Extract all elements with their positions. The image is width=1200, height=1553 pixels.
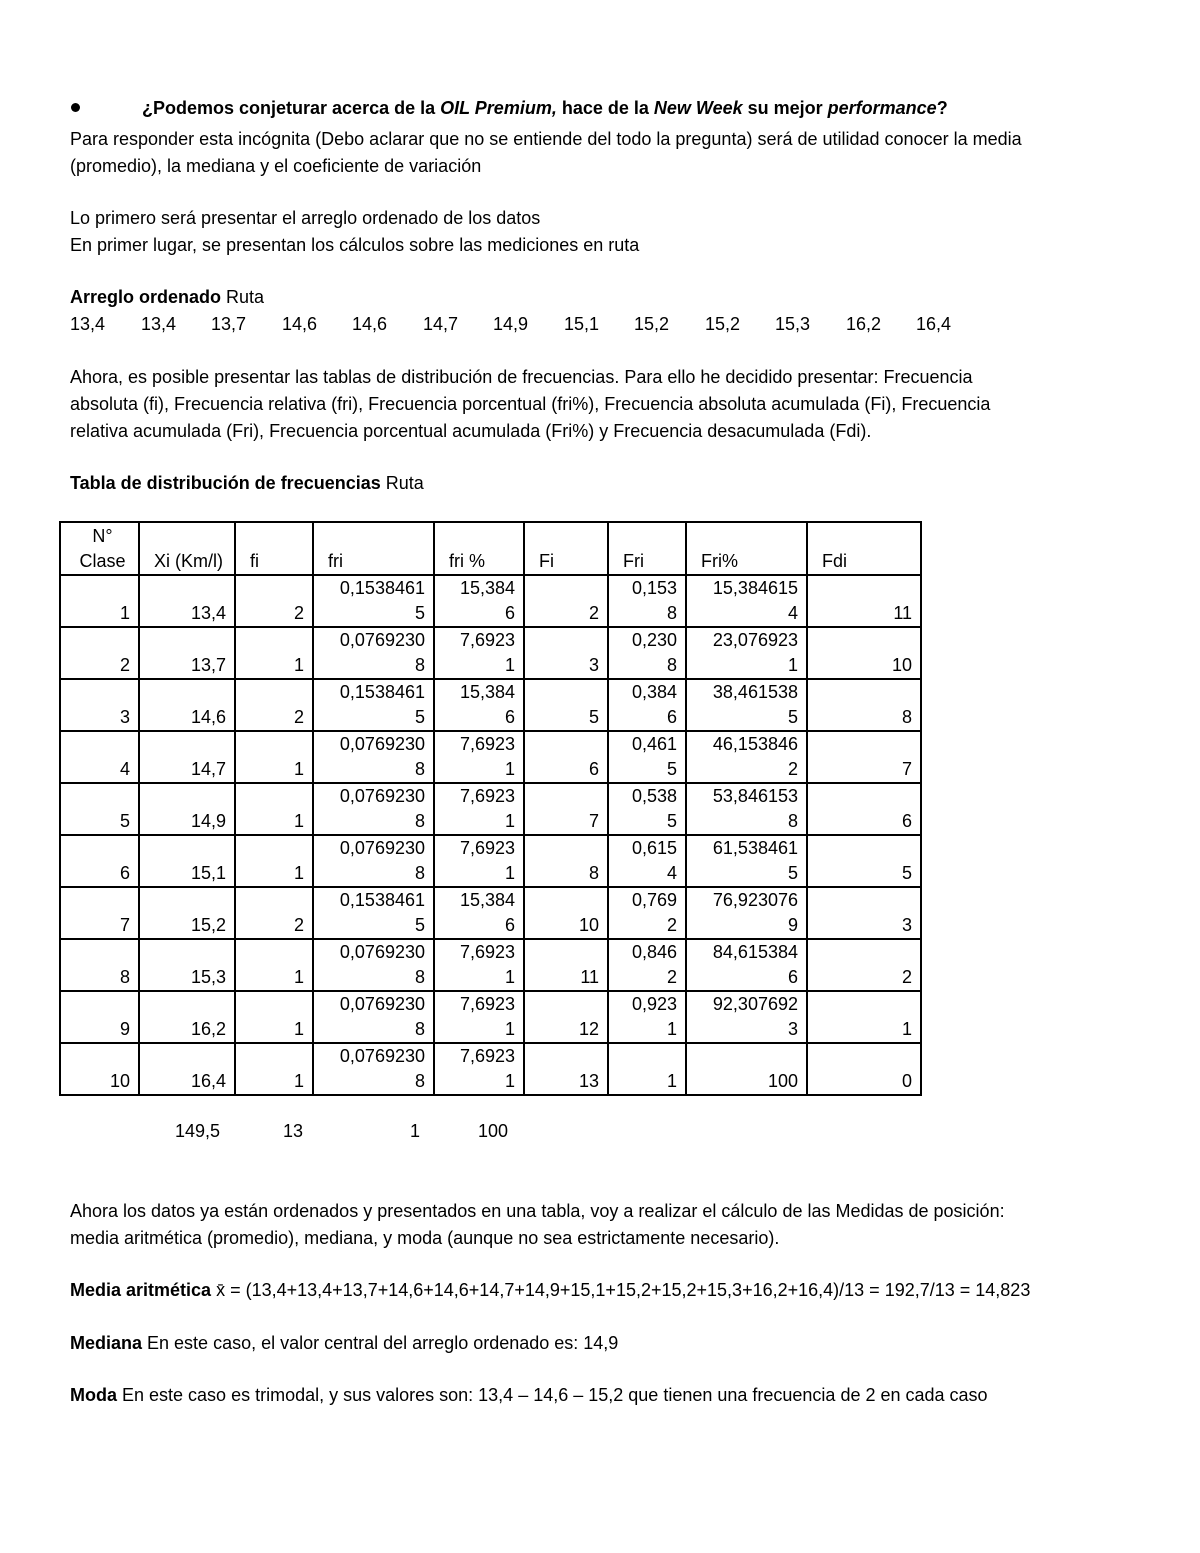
cell-Fri-line-1: 0,923 <box>631 994 677 1014</box>
cell-Fi: 2 <box>524 575 608 627</box>
table-header-row <box>60 522 921 575</box>
header-Fi: Fi <box>524 522 608 575</box>
cell-xi: 16,2 <box>139 991 235 1043</box>
cell-Fri-line-2: 5 <box>666 759 677 779</box>
cell-nclase: 9 <box>60 991 139 1043</box>
cell-fri-pct-line-1: 7,6923 <box>459 942 515 962</box>
cell-Fri-pct <box>686 627 807 679</box>
cell-Fri <box>608 627 686 679</box>
cell-fri-pct-line-1: 7,6923 <box>459 994 515 1014</box>
cell-fri <box>313 627 434 679</box>
cell-fri-line-2: 8 <box>414 1071 425 1091</box>
cell-fri <box>313 991 434 1043</box>
intro-line-2: (promedio), la mediana y el coeficiente de variación <box>70 156 482 176</box>
cell-fri-pct-line-2: 1 <box>504 967 515 987</box>
cell-Fdi: 8 <box>807 679 921 731</box>
cell-Fdi: 11 <box>807 575 921 627</box>
cell-fri-pct-line-2: 6 <box>504 603 515 623</box>
cell-fri-pct-line-1: 7,6923 <box>459 838 515 858</box>
cell-fri-line-1: 0,0769230 <box>339 1046 425 1066</box>
cell-Fri <box>608 887 686 939</box>
para2-line-1: Lo primero será presentar el arreglo ordenado de los datos <box>70 208 541 228</box>
cell-fri-line-2: 8 <box>414 967 425 987</box>
para3-line-3: relativa acumulada (Fri), Frecuencia porcentual acumulada (Fri%) y Frecuencia desacumulada (Fdi). <box>70 421 872 441</box>
cell-Fri <box>608 783 686 835</box>
cell-xi: 14,9 <box>139 783 235 835</box>
cell-fri-pct <box>434 627 524 679</box>
cell-Fri-line-2: 5 <box>666 811 677 831</box>
cell-fri-pct <box>434 887 524 939</box>
cell-nclase: 3 <box>60 679 139 731</box>
mediana-line: Mediana En este caso, el valor central del arreglo ordenado es: 14,9 <box>70 1333 619 1353</box>
cell-Fi: 11 <box>524 939 608 991</box>
question-heading: ¿Podemos conjeturar acerca de la OIL Premium, hace de la New Week su mejor performance? <box>142 98 948 118</box>
cell-Fdi: 6 <box>807 783 921 835</box>
table-row <box>60 575 921 627</box>
cell-fi: 1 <box>235 939 313 991</box>
cell-Fri-line-2: 8 <box>666 655 677 675</box>
cell-Fri <box>608 731 686 783</box>
table-row <box>60 1043 921 1095</box>
cell-fri-line-1: 0,0769230 <box>339 994 425 1014</box>
cell-Fri-line-1: 0,615 <box>631 838 677 858</box>
cell-Fri-pct <box>686 1043 807 1095</box>
cell-Fdi: 10 <box>807 627 921 679</box>
table-row <box>60 731 921 783</box>
cell-fri <box>313 731 434 783</box>
cell-Fri-line-2: 2 <box>666 967 677 987</box>
cell-fri-pct <box>434 731 524 783</box>
cell-Fdi: 3 <box>807 887 921 939</box>
cell-Fri-pct-line-2: 3 <box>787 1019 798 1039</box>
cell-fri <box>313 575 434 627</box>
cell-Fri-pct-line-1: 61,538461 <box>712 838 798 858</box>
arreglo-value: 15,3 <box>775 314 811 334</box>
cell-Fri-line-2: 1 <box>666 1071 677 1091</box>
arreglo-value: 14,7 <box>423 314 459 334</box>
cell-Fri-line-1 <box>623 1044 677 1069</box>
cell-Fi: 12 <box>524 991 608 1043</box>
cell-fi: 1 <box>235 835 313 887</box>
moda-line: Moda En este caso es trimodal, y sus valores son: 13,4 – 14,6 – 15,2 que tienen una frecuencia de 2 en cada caso <box>70 1385 988 1405</box>
cell-fri-pct-line-1: 15,384 <box>459 578 515 598</box>
cell-Fdi: 2 <box>807 939 921 991</box>
cell-Fri-pct <box>686 991 807 1043</box>
cell-fri-line-1: 0,0769230 <box>339 838 425 858</box>
arreglo-value: 14,9 <box>493 314 529 334</box>
header-nclase: N° Clase <box>60 522 139 575</box>
cell-fri-line-2: 8 <box>414 1019 425 1039</box>
cell-fri-pct-line-2: 1 <box>504 1019 515 1039</box>
cell-Fri-line-1: 0,461 <box>631 734 677 754</box>
cell-Fi: 7 <box>524 783 608 835</box>
cell-fri-pct-line-2: 1 <box>504 863 515 883</box>
cell-Fri <box>608 939 686 991</box>
cell-fri-line-1: 0,0769230 <box>339 786 425 806</box>
cell-fri-line-2: 8 <box>414 863 425 883</box>
cell-fri-pct-line-1: 7,6923 <box>459 630 515 650</box>
cell-Fri-line-1: 0,384 <box>631 682 677 702</box>
cell-fri <box>313 679 434 731</box>
cell-xi: 13,7 <box>139 627 235 679</box>
table-row <box>60 627 921 679</box>
cell-xi: 14,7 <box>139 731 235 783</box>
cell-Fri-pct-line-2: 5 <box>787 707 798 727</box>
cell-Fdi: 1 <box>807 991 921 1043</box>
total-xi: 149,5 <box>175 1121 221 1141</box>
cell-Fri-line-2: 8 <box>666 603 677 623</box>
cell-Fri-pct <box>686 887 807 939</box>
bullet-icon <box>71 103 80 112</box>
cell-xi: 15,2 <box>139 887 235 939</box>
cell-nclase: 7 <box>60 887 139 939</box>
cell-Fri-pct-line-2: 9 <box>787 915 798 935</box>
arreglo-value: 14,6 <box>352 314 388 334</box>
frequency-table <box>59 521 922 1096</box>
cell-fri-line-2: 5 <box>414 603 425 623</box>
para4-line-2: media aritmética (promedio), mediana, y moda (aunque no sea estrictamente necesario). <box>70 1228 780 1248</box>
cell-Fri-pct <box>686 939 807 991</box>
header-fri-pct: fri % <box>434 522 524 575</box>
cell-fri-pct-line-2: 1 <box>504 655 515 675</box>
cell-Fri-line-1: 0,230 <box>631 630 677 650</box>
cell-nclase: 6 <box>60 835 139 887</box>
arreglo-value: 15,2 <box>705 314 741 334</box>
cell-nclase: 4 <box>60 731 139 783</box>
cell-fri <box>313 783 434 835</box>
cell-fri-pct-line-1: 15,384 <box>459 682 515 702</box>
cell-Fri <box>608 679 686 731</box>
cell-Fri <box>608 575 686 627</box>
cell-fri-pct-line-2: 6 <box>504 707 515 727</box>
cell-Fri-pct-line-2: 2 <box>787 759 798 779</box>
table-row <box>60 783 921 835</box>
cell-fi: 1 <box>235 783 313 835</box>
cell-fri-line-1: 0,0769230 <box>339 630 425 650</box>
cell-fri-line-2: 8 <box>414 655 425 675</box>
arreglo-value: 13,4 <box>141 314 177 334</box>
arreglo-value: 13,4 <box>70 314 106 334</box>
total-fi: 13 <box>283 1121 304 1141</box>
cell-Fi: 8 <box>524 835 608 887</box>
cell-Fri-line-1: 0,846 <box>631 942 677 962</box>
table-row <box>60 887 921 939</box>
cell-fri-pct <box>434 679 524 731</box>
cell-Fri-pct <box>686 835 807 887</box>
cell-Fri-pct <box>686 679 807 731</box>
total-fri: 1 <box>410 1121 421 1141</box>
intro-line-1: Para responder esta incógnita (Debo aclarar que no se entiende del todo la pregunta) será de utilidad conocer la media <box>70 129 1022 149</box>
cell-Fri-line-1: 0,153 <box>631 578 677 598</box>
cell-Fri <box>608 835 686 887</box>
cell-Fri-pct-line-1: 23,076923 <box>712 630 798 650</box>
arreglo-value: 15,1 <box>564 314 600 334</box>
table-row <box>60 991 921 1043</box>
cell-fri-pct-line-2: 1 <box>504 811 515 831</box>
header-fi: fi <box>235 522 313 575</box>
header-xi: Xi (Km/l) <box>139 522 235 575</box>
cell-fi: 2 <box>235 887 313 939</box>
cell-Fri-pct-line-2: 6 <box>787 967 798 987</box>
cell-Fri-pct-line-1 <box>701 1044 798 1069</box>
cell-fri-line-1: 0,1538461 <box>339 682 425 702</box>
cell-fri-line-1: 0,0769230 <box>339 734 425 754</box>
cell-xi: 16,4 <box>139 1043 235 1095</box>
cell-fri-pct <box>434 835 524 887</box>
cell-Fri-pct-line-2: 5 <box>787 863 798 883</box>
table-row <box>60 835 921 887</box>
cell-Fri-pct-line-1: 46,153846 <box>712 734 798 754</box>
cell-xi: 14,6 <box>139 679 235 731</box>
arreglo-values <box>70 312 970 336</box>
cell-fri-line-1: 0,1538461 <box>339 578 425 598</box>
header-Fri-pct: Fri% <box>686 522 807 575</box>
cell-Fri <box>608 1043 686 1095</box>
para3-line-1: Ahora, es posible presentar las tablas de distribución de frecuencias. Para ello he decidido presentar: Frecuencia <box>70 367 973 387</box>
cell-Fri-pct-line-1: 84,615384 <box>712 942 798 962</box>
table-title: Tabla de distribución de frecuencias Ruta <box>70 473 424 493</box>
header-fri: fri <box>313 522 434 575</box>
cell-fri-pct-line-2: 6 <box>504 915 515 935</box>
cell-fri <box>313 939 434 991</box>
arreglo-value: 13,7 <box>211 314 247 334</box>
cell-fi: 1 <box>235 1043 313 1095</box>
cell-fi: 2 <box>235 575 313 627</box>
cell-fri-pct <box>434 939 524 991</box>
arreglo-value: 14,6 <box>282 314 318 334</box>
cell-Fi: 13 <box>524 1043 608 1095</box>
cell-fri <box>313 1043 434 1095</box>
cell-Fri-pct <box>686 783 807 835</box>
cell-Fri-line-2: 4 <box>666 863 677 883</box>
arreglo-heading: Arreglo ordenado Ruta <box>70 287 265 307</box>
cell-Fi: 5 <box>524 679 608 731</box>
cell-Fri-pct-line-1: 76,923076 <box>712 890 798 910</box>
cell-fri-pct <box>434 575 524 627</box>
cell-nclase: 10 <box>60 1043 139 1095</box>
cell-Fdi: 5 <box>807 835 921 887</box>
cell-fri-pct-line-1: 7,6923 <box>459 734 515 754</box>
cell-fri-line-2: 5 <box>414 915 425 935</box>
cell-Fri <box>608 991 686 1043</box>
cell-fri-line-2: 8 <box>414 811 425 831</box>
cell-fi: 2 <box>235 679 313 731</box>
cell-xi: 15,1 <box>139 835 235 887</box>
media-line: Media aritmética x̄ = (13,4+13,4+13,7+14,6+14,6+14,7+14,9+15,1+15,2+15,2+15,3+16,2+16,4)/13 = 192,7/13 = 14,823 <box>70 1280 1031 1300</box>
cell-Fri-line-2: 1 <box>666 1019 677 1039</box>
cell-Fri-pct-line-2: 100 <box>767 1071 798 1091</box>
cell-fri-pct-line-1: 7,6923 <box>459 1046 515 1066</box>
cell-xi: 13,4 <box>139 575 235 627</box>
cell-fri-line-1: 0,1538461 <box>339 890 425 910</box>
cell-Fri-pct-line-2: 4 <box>787 603 798 623</box>
cell-fri-pct-line-2: 1 <box>504 759 515 779</box>
cell-nclase: 1 <box>60 575 139 627</box>
cell-fri-line-2: 5 <box>414 707 425 727</box>
cell-nclase: 2 <box>60 627 139 679</box>
cell-fri-line-1: 0,0769230 <box>339 942 425 962</box>
header-Fdi: Fdi <box>807 522 921 575</box>
cell-nclase: 5 <box>60 783 139 835</box>
cell-Fri-pct-line-1: 15,384615 <box>712 578 798 598</box>
cell-Fi: 3 <box>524 627 608 679</box>
cell-Fi: 10 <box>524 887 608 939</box>
cell-nclase: 8 <box>60 939 139 991</box>
cell-Fri-pct-line-2: 1 <box>787 655 798 675</box>
cell-Fdi: 0 <box>807 1043 921 1095</box>
para4-line-1: Ahora los datos ya están ordenados y presentados en una tabla, voy a realizar el cálculo de las Medidas de posición: <box>70 1201 1005 1221</box>
cell-Fi: 6 <box>524 731 608 783</box>
cell-fri <box>313 887 434 939</box>
cell-Fri-line-1: 0,538 <box>631 786 677 806</box>
cell-Fri-pct-line-1: 92,307692 <box>712 994 798 1014</box>
total-fri-pct: 100 <box>478 1121 509 1141</box>
table-row <box>60 939 921 991</box>
cell-Fri-pct-line-2: 8 <box>787 811 798 831</box>
cell-Fri-pct <box>686 575 807 627</box>
arreglo-value: 16,2 <box>846 314 882 334</box>
cell-Fri-line-2: 2 <box>666 915 677 935</box>
cell-fri-pct-line-1: 15,384 <box>459 890 515 910</box>
cell-fri-pct <box>434 991 524 1043</box>
cell-xi: 15,3 <box>139 939 235 991</box>
cell-fri-pct <box>434 1043 524 1095</box>
header-Fri: Fri <box>608 522 686 575</box>
cell-fri-pct-line-2: 1 <box>504 1071 515 1091</box>
para3-line-2: absoluta (fi), Frecuencia relativa (fri), Frecuencia porcentual (fri%), Frecuencia absoluta acumulada (Fi), Frecuencia <box>70 394 991 414</box>
para2-line-2: En primer lugar, se presentan los cálculos sobre las mediciones en ruta <box>70 235 640 255</box>
cell-fi: 1 <box>235 627 313 679</box>
cell-Fri-line-2: 6 <box>666 707 677 727</box>
cell-fri-pct <box>434 783 524 835</box>
cell-fri-line-2: 8 <box>414 759 425 779</box>
cell-Fri-line-1: 0,769 <box>631 890 677 910</box>
cell-fri <box>313 835 434 887</box>
cell-Fri-pct-line-1: 53,846153 <box>712 786 798 806</box>
cell-fi: 1 <box>235 731 313 783</box>
cell-Fdi: 7 <box>807 731 921 783</box>
arreglo-value: 16,4 <box>916 314 952 334</box>
cell-Fri-pct <box>686 731 807 783</box>
cell-fi: 1 <box>235 991 313 1043</box>
table-row <box>60 679 921 731</box>
cell-fri-pct-line-1: 7,6923 <box>459 786 515 806</box>
cell-Fri-pct-line-1: 38,461538 <box>712 682 798 702</box>
arreglo-value: 15,2 <box>634 314 670 334</box>
